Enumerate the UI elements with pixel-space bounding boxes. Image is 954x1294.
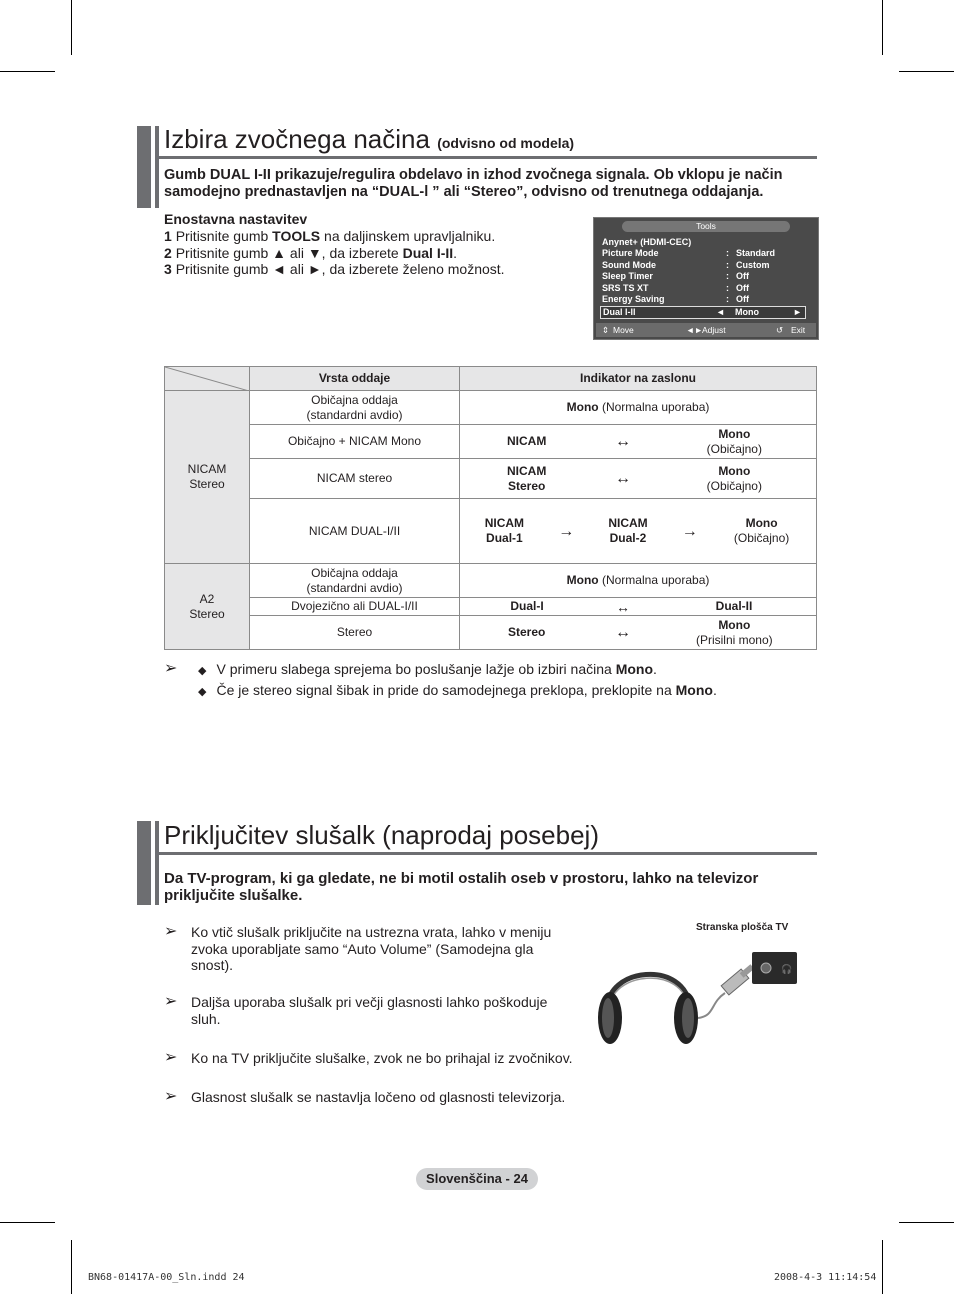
indicator-cell: Stereo ↔ Mono (Prisilni mono) bbox=[460, 616, 817, 650]
note-arrow-icon: ➢ bbox=[164, 1049, 178, 1066]
menu-row-selected[interactable]: Dual l-ll ◄ Mono ► bbox=[600, 306, 806, 319]
setup-heading: Enostavna nastavitev bbox=[164, 211, 308, 227]
crop-mark bbox=[899, 71, 954, 72]
adjust-icon: ◄► bbox=[686, 325, 703, 335]
type-cell: Običajno + NICAM Mono bbox=[250, 425, 460, 459]
menu-row: Sleep Timer : Off bbox=[602, 271, 749, 281]
title-rule bbox=[155, 156, 817, 159]
figure-label: Stranska plošča TV bbox=[696, 922, 789, 933]
lead-paragraph: Gumb DUAL I-II prikazuje/regulira obdelavo in izhod zvočnega signala. Ob vklopu je način samodejno prednastavljen na “DUAL-l ” ali “Stereo”, odvisno od trenutnega oddajanja. bbox=[164, 167, 783, 200]
indicator-cell: NICAM Dual-1 → NICAM Dual-2 → Mono (Običajno) bbox=[460, 499, 817, 564]
section-bar bbox=[155, 821, 159, 905]
type-cell: Običajna oddaja (standardni avdio) bbox=[250, 564, 460, 598]
indicator-cell: NICAM ↔ Mono (Običajno) bbox=[460, 425, 817, 459]
type-cell: NICAM DUAL-I/II bbox=[250, 499, 460, 564]
type-cell: Običajna oddaja (standardni avdio) bbox=[250, 391, 460, 425]
note-item: Daljša uporaba slušalk pri večji glasnosti lahko poškoduje sluh. bbox=[191, 994, 548, 1027]
corner-cell bbox=[165, 367, 250, 391]
section-title bbox=[164, 124, 574, 158]
step: 3 Pritisnite gumb ◄ ali ►, da izberete želeno možnost. bbox=[164, 261, 505, 277]
menu-row: Anynet+ (HDMI-CEC) bbox=[602, 237, 692, 247]
page-number: Slovenščina - 24 bbox=[416, 1168, 538, 1190]
step: 1 Pritisnite gumb TOOLS na daljinskem upravljalniku. bbox=[164, 228, 496, 244]
title-subtitle: (odvisno od modela) bbox=[437, 135, 575, 151]
left-arrow-icon: ◄ bbox=[716, 307, 725, 317]
note-item: ◆ Če je stereo signal šibak in pride do samodejnega preklopa, preklopite na Mono. bbox=[198, 682, 717, 698]
note-item: ◆ V primeru slabega sprejema bo poslušanje lažje ob izbiri načina Mono. bbox=[198, 661, 657, 677]
title-rule bbox=[155, 852, 817, 855]
title-text: Izbira zvočnega načina bbox=[164, 124, 430, 154]
headphones-illustration bbox=[590, 948, 805, 1048]
crop-mark bbox=[0, 1222, 55, 1223]
diamond-icon: ◆ bbox=[198, 665, 207, 677]
note-item: Ko na TV priključite slušalke, zvok ne bo prihajal iz zvočnikov. bbox=[191, 1050, 573, 1066]
section-bar bbox=[155, 126, 159, 208]
indicator-cell: Mono (Normalna uporaba) bbox=[460, 391, 817, 425]
note-item: Glasnost slušalk se nastavlja ločeno od glasnosti televizorja. bbox=[191, 1089, 566, 1105]
menu-row: Energy Saving : Off bbox=[602, 294, 749, 304]
crop-mark bbox=[899, 1222, 954, 1223]
tools-menu-title: Tools bbox=[622, 221, 790, 232]
step: 2 Pritisnite gumb ▲ ali ▼, da izberete Dual I-II. bbox=[164, 244, 458, 261]
menu-row: SRS TS XT : Off bbox=[602, 283, 749, 293]
right-arrow-icon: ► bbox=[793, 307, 802, 317]
move-icon: ⇕ bbox=[602, 325, 610, 335]
group-a2: A2 Stereo bbox=[165, 564, 250, 650]
section-title: Priključitev slušalk (naprodaj posebej) bbox=[164, 820, 599, 850]
indicator-cell: NICAM Stereo ↔ Mono (Običajno) bbox=[460, 459, 817, 499]
svg-text:🎧: 🎧 bbox=[781, 965, 793, 975]
tools-menu-footer: ⇕ Move ◄► Adjust ↺ Exit bbox=[596, 323, 816, 337]
broadcast-table bbox=[164, 366, 817, 650]
note-arrow-icon: ➢ bbox=[164, 1088, 178, 1105]
crop-mark bbox=[0, 71, 55, 72]
menu-row: Picture Mode : Standard bbox=[602, 248, 776, 258]
diamond-icon: ◆ bbox=[198, 686, 207, 698]
tools-menu bbox=[593, 217, 819, 340]
lead-paragraph: Da TV-program, ki ga gledate, ne bi motil ostalih oseb v prostoru, lahko na televizor priključite slušalke. bbox=[164, 870, 759, 904]
section-bar bbox=[137, 821, 151, 905]
crop-mark bbox=[71, 0, 72, 55]
note-arrow-icon: ➢ bbox=[164, 993, 178, 1010]
header-indicator: Indikator na zaslonu bbox=[460, 367, 817, 391]
notes-list bbox=[198, 660, 798, 702]
indicator-cell: Dual-I ↔ Dual-II bbox=[460, 598, 817, 616]
return-icon: ↺ bbox=[776, 325, 784, 335]
group-nicam: NICAM Stereo bbox=[165, 391, 250, 564]
type-cell: NICAM stereo bbox=[250, 459, 460, 499]
date-slug: 2008-4-3 11:14:54 bbox=[774, 1272, 877, 1283]
crop-mark bbox=[882, 0, 883, 55]
indicator-cell: Mono (Normalna uporaba) bbox=[460, 564, 817, 598]
note-item: Ko vtič slušalk priključite na ustrezna vrata, lahko v meniju zvoka uporabljate samo “Auto Volume” (Samodejna gla snost). bbox=[191, 924, 552, 973]
type-cell: Dvojezično ali DUAL-I/II bbox=[250, 598, 460, 616]
crop-mark bbox=[71, 1240, 72, 1294]
type-cell: Stereo bbox=[250, 616, 460, 650]
section-bar bbox=[137, 126, 151, 208]
crop-mark bbox=[882, 1240, 883, 1294]
steps-list bbox=[164, 228, 584, 278]
header-type: Vrsta oddaje bbox=[250, 367, 460, 391]
menu-row: Sound Mode : Custom bbox=[602, 260, 770, 270]
diagonal-line bbox=[165, 367, 249, 391]
note-arrow-icon: ➢ bbox=[164, 923, 178, 940]
file-slug: BN68-01417A-00_Sln.indd 24 bbox=[88, 1272, 245, 1283]
note-arrow-icon: ➢ bbox=[164, 660, 178, 677]
